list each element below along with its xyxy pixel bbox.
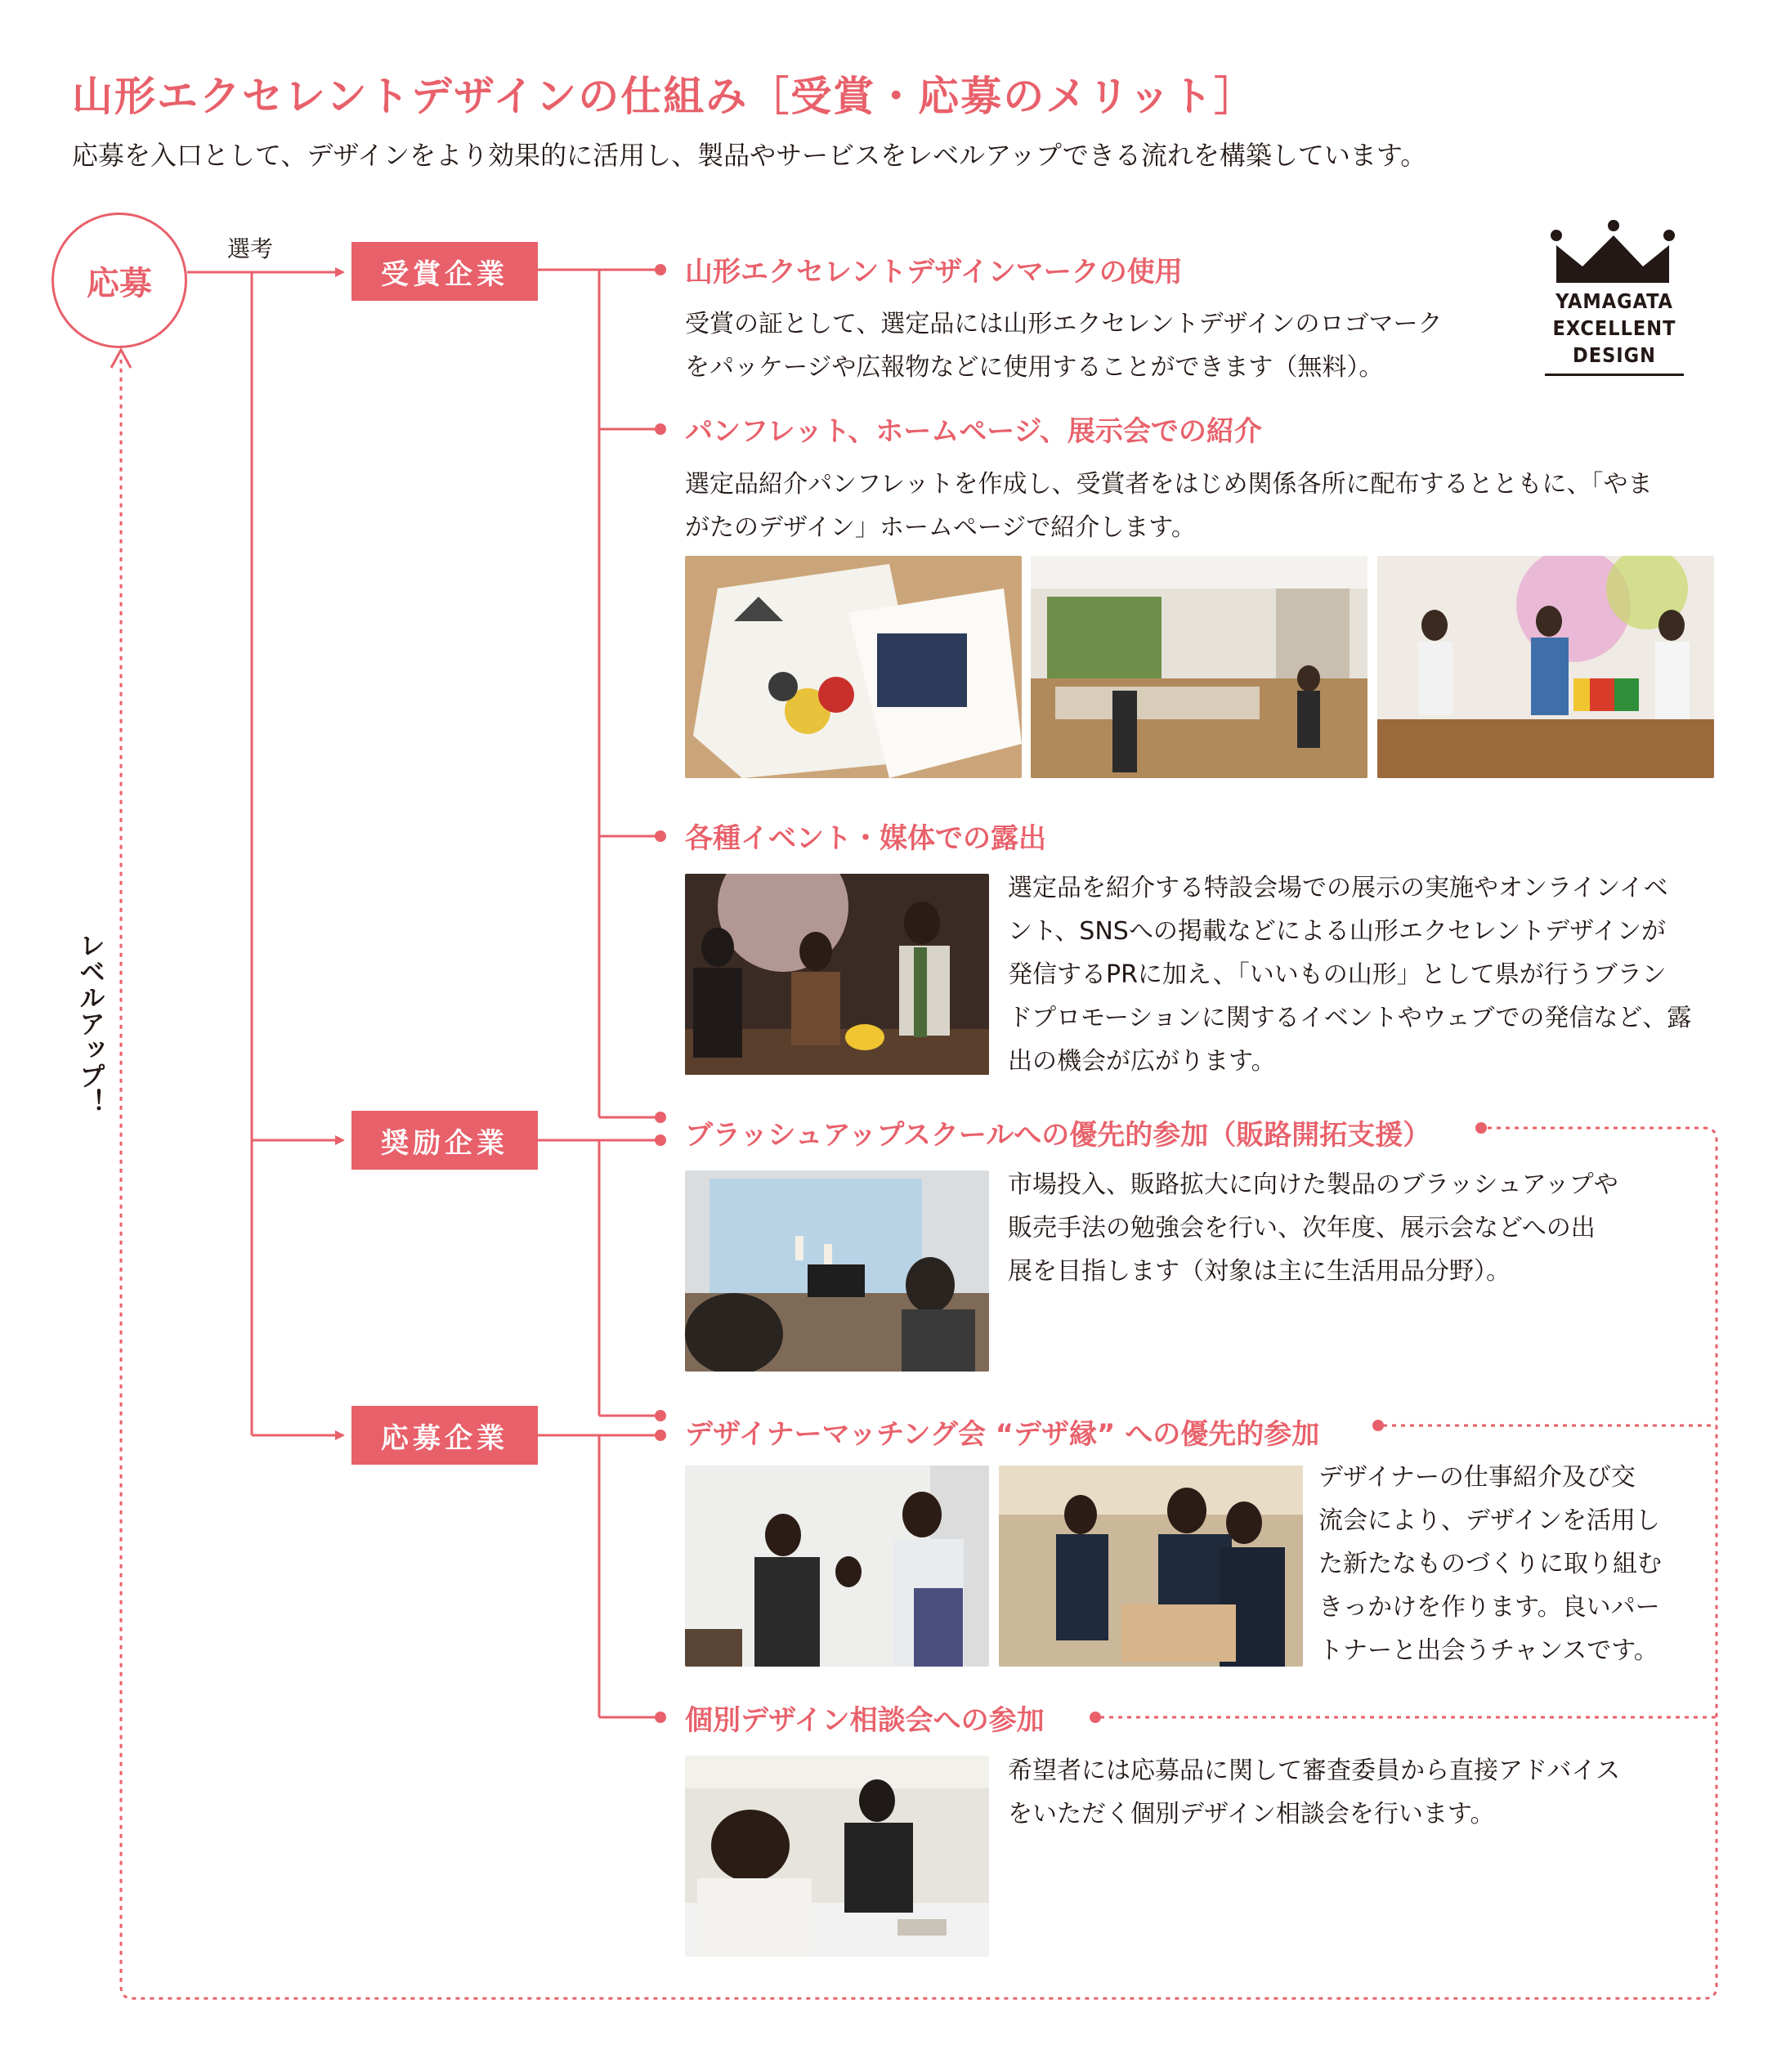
- category-awarded: 受賞企業: [351, 242, 538, 301]
- section-mark-usage-title: 山形エクセレントデザインマークの使用: [685, 256, 1183, 289]
- selection-label: 選考: [227, 235, 274, 262]
- section-designer-matching-text: デザイナーの仕事紹介及び交 流会により、デザインを活用し た新たなものづくりに取り組む きっかけを作ります。良いパー トナーと出会うチャンスです。: [1318, 1463, 1662, 1665]
- photo-matching-2: [999, 1466, 1303, 1667]
- page-title: 山形エクセレントデザインの仕組み［受賞・応募のメリット］: [72, 73, 1257, 120]
- yamagata-excellent-design-logo: [1545, 219, 1684, 376]
- photo-consultation: [685, 1756, 989, 1957]
- logo-line-1: YAMAGATA: [1555, 289, 1673, 313]
- logo-line-3: DESIGN: [1573, 343, 1656, 367]
- page-subtitle: 応募を入口として、デザインをより効果的に活用し、製品やサービスをレベルアップできる流れを構築しています。: [72, 140, 1427, 171]
- level-up-label: レベルアップ！: [75, 932, 106, 1115]
- category-encouraged: 奨励企業: [351, 1111, 538, 1170]
- section-pamphlet-text: 選定品紹介パンフレットを作成し、受賞者をはじめ関係各所に配布するとともに、「やま がたのデザイン」ホームページで紹介します。: [685, 470, 1653, 542]
- mountain-crown-icon: [1545, 219, 1684, 284]
- photo-pamphlet: [685, 556, 1022, 778]
- section-brushup-title: ブラッシュアップスクールへの優先的参加（販路開拓支援）: [685, 1119, 1431, 1152]
- photo-talk-event: [1377, 556, 1714, 778]
- section-consultation-text: 希望者には応募品に関して審査委員から直接アドバイス をいただく個別デザイン相談会を行います。: [1008, 1757, 1621, 1828]
- section-brushup-text: 市場投入、販路拡大に向けた製品のブラッシュアップや 販売手法の勉強会を行い、次年度、展示会などへの出 展を目指します（対象は主に生活用品分野）。: [1008, 1170, 1618, 1286]
- section-designer-matching-title: デザイナーマッチング会 “デザ縁” への優先的参加: [685, 1418, 1320, 1451]
- photo-event-booth: [685, 874, 989, 1075]
- photo-exhibition-hall: [1031, 556, 1367, 778]
- apply-node: 応募: [51, 213, 187, 348]
- section-consultation-title: 個別デザイン相談会への参加: [685, 1704, 1045, 1737]
- section-mark-usage-text: 受賞の証として、選定品には山形エクセレントデザインのロゴマーク をパッケージや広報物などに使用することができます（無料）。: [685, 310, 1443, 382]
- section-events-title: 各種イベント・媒体での露出: [685, 822, 1046, 855]
- photo-brushup-school: [685, 1170, 989, 1372]
- section-events-text: 選定品を紹介する特設会場での展示の実施やオンラインイベ ント、SNSへの掲載などによる山形エクセレントデザインが 発信するPRに加え、「いいもの山形」として県が行うブラン ドプロモーションに関するイベントやウェブでの発信など、露 出の機会が広がります。: [1008, 874, 1692, 1076]
- category-applicant: 応募企業: [351, 1406, 538, 1465]
- section-pamphlet-title: パンフレット、ホームページ、展示会での紹介: [685, 415, 1262, 448]
- logo-underline: [1545, 374, 1684, 376]
- photo-matching-1: [685, 1466, 989, 1667]
- logo-line-2: EXCELLENT: [1552, 316, 1676, 340]
